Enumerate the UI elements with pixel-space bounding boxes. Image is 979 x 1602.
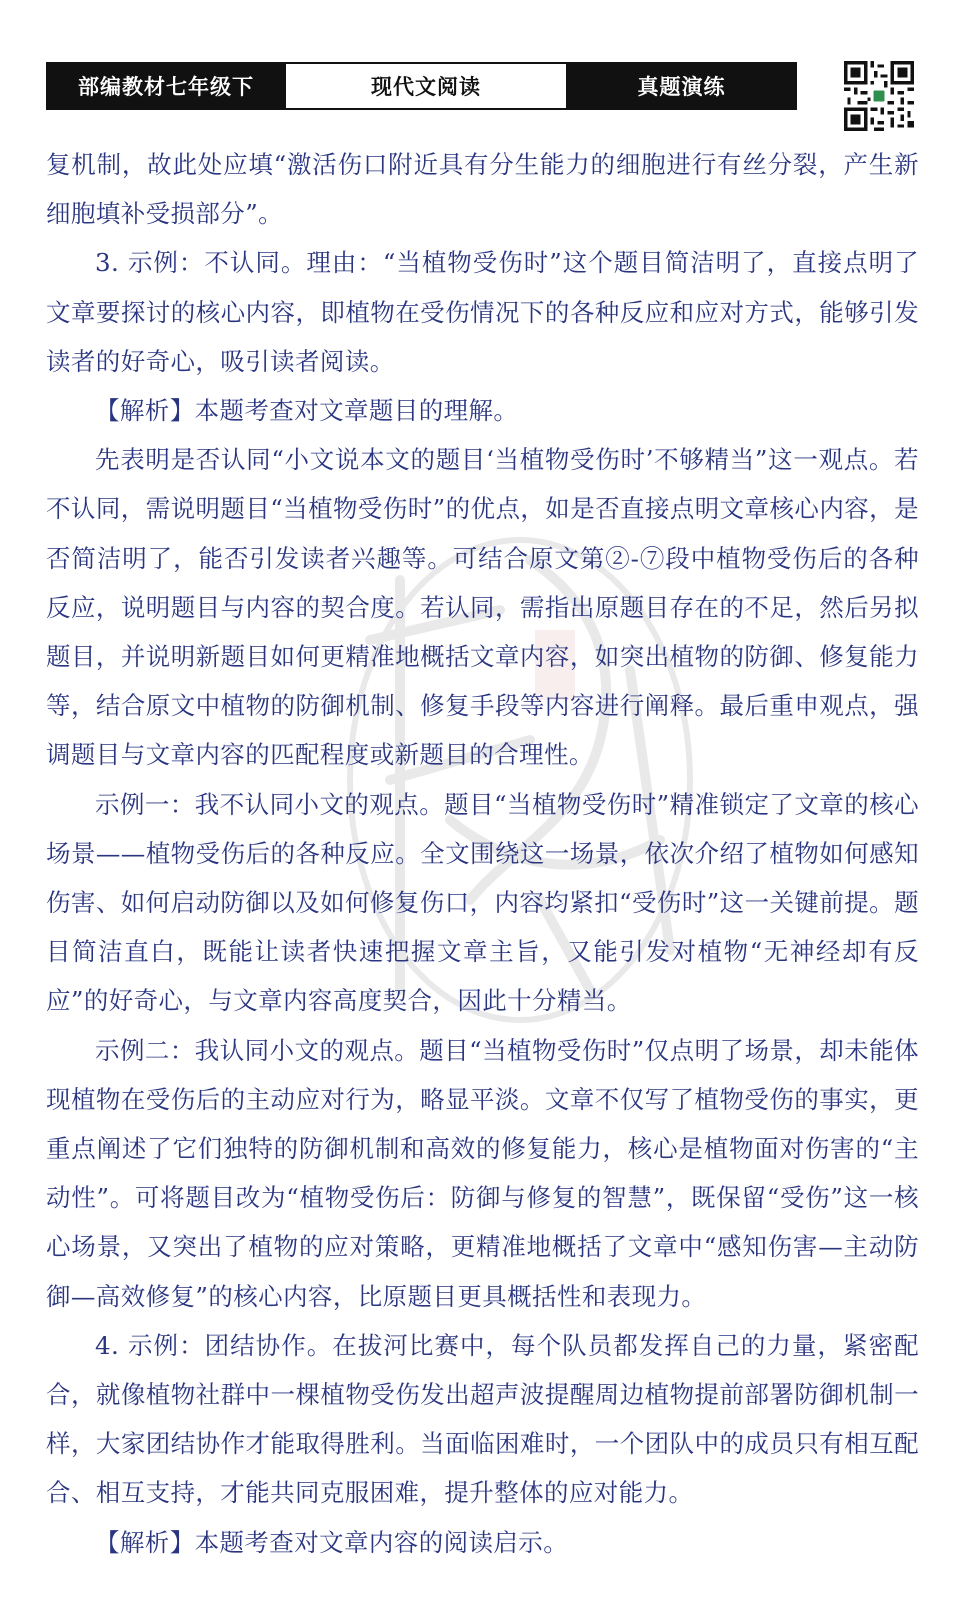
paragraph-continuation: 复机制，故此处应填“激活伤口附近具有分生能力的细胞进行有丝分裂，产生新细胞填补受损部分”。: [46, 150, 919, 229]
article-body: [46, 140, 919, 1567]
qr-code-icon: [844, 61, 914, 131]
paragraph-answer-4: 4. 示例：团结协作。在拔河比赛中，每个队员都发挥自己的力量，紧密配合，就像植物社群中一棵植物受伤发出超声波提醒周边植物提前部署防御机制一样，大家团结协作才能取得胜利。当面临困难时，一个团队中的成员只有相互配合、相互支持，才能共同克服困难，提升整体的应对能力。: [46, 1330, 919, 1508]
paragraph-analysis-4: 【解析】本题考查对文章内容的阅读启示。: [95, 1527, 569, 1557]
header-grade-label: 部编教材七年级下: [48, 64, 284, 108]
header-bar: [46, 62, 797, 110]
header-subject-label: 现代文阅读: [284, 64, 568, 108]
paragraph-analysis-3-detail: 先表明是否认同“小文说本文的题目‘当植物受伤时’不够精当”这一观点。若不认同，需说明题目“当植物受伤时”的优点，如是否直接点明文章核心内容，是否简洁明了，能否引发读者兴趣等。可结合原文第②-⑦段中植物受伤后的各种反应，说明题目与内容的契合度。若认同，需指出原题目存在的不足，然后另拟题目，并说明新题目如何更精准地概括文章内容，如突出植物的防御、修复能力等，结合原文中植物的防御机制、修复手段等内容进行阐释。最后重申观点，强调题目与文章内容的匹配程度或新题目的合理性。: [46, 445, 919, 770]
paragraph-analysis-3: 【解析】本题考查对文章题目的理解。: [95, 396, 519, 426]
paragraph-answer-3: 3. 示例：不认同。理由：“当植物受伤时”这个题目简洁明了，直接点明了文章要探讨的核心内容，即植物在受伤情况下的各种反应和应对方式，能够引发读者的好奇心，吸引读者阅读。: [46, 248, 919, 376]
paragraph-example-1: 示例一：我不认同小文的观点。题目“当植物受伤时”精准锁定了文章的核心场景——植物受伤后的各种反应。全文围绕这一场景，依次介绍了植物如何感知伤害、如何启动防御以及如何修复伤口，内容均紧扣“受伤时”这一关键前提。题目简洁直白，既能让读者快速把握文章主旨，又能引发对植物“无神经却有反应”的好奇心，与文章内容高度契合，因此十分精当。: [46, 789, 919, 1016]
paragraph-example-2: 示例二：我认同小文的观点。题目“当植物受伤时”仅点明了场景，却未能体现植物在受伤后的主动应对行为，略显平淡。文章不仅写了植物受伤的事实，更重点阐述了它们独特的防御机制和高效的修复能力，核心是植物面对伤害的“主动性”。可将题目改为“植物受伤后：防御与修复的智慧”，既保留“受伤”这一核心场景，又突出了植物的应对策略，更精准地概括了文章中“感知伤害—主动防御—高效修复”的核心内容，比原题目更具概括性和表现力。: [46, 1035, 919, 1311]
header-section-label: 真题演练: [568, 64, 795, 108]
